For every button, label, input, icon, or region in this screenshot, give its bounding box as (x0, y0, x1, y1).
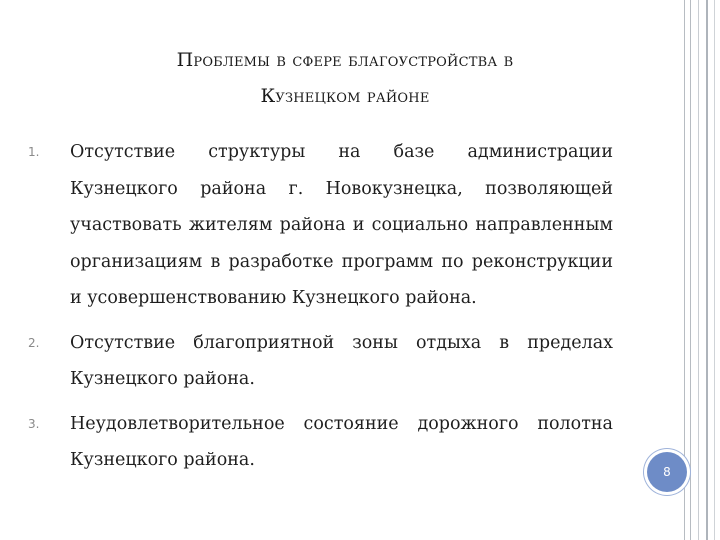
decorative-vertical-line (698, 0, 699, 540)
decorative-vertical-line (714, 0, 715, 540)
decorative-vertical-line (690, 0, 691, 540)
list-item (28, 134, 613, 317)
decorative-vertical-line (706, 0, 708, 540)
list-item-number: 3 . (28, 406, 39, 443)
list-item-text: Отсутствие структуры на базе администрации Кузнецкого района г. Новокузнецка, позволяющей участвовать жителям района и социально направленным организациям в разработке программ по реконструкции и усовершенствованию Кузнецкого района. (70, 142, 613, 308)
list-item (28, 325, 613, 398)
list-item-text: Неудовлетворительное состояние дорожного полотна Кузнецкого района. (70, 413, 613, 470)
list-item-number: 1 . (28, 134, 39, 171)
list-item-number: 2 . (28, 325, 39, 362)
list-item (28, 406, 613, 479)
problems-list (28, 134, 613, 479)
decorative-vertical-line (684, 0, 685, 540)
slide-title-line-2: Кузнецком районе (260, 85, 430, 107)
page-number-badge: 8 (647, 452, 687, 492)
slide-title-line-1: Проблемы в сфере благоустройства в (176, 49, 514, 71)
slide-title (40, 42, 650, 114)
list-item-text: Отсутствие благоприятной зоны отдыха в пределах Кузнецкого района. (70, 332, 613, 389)
